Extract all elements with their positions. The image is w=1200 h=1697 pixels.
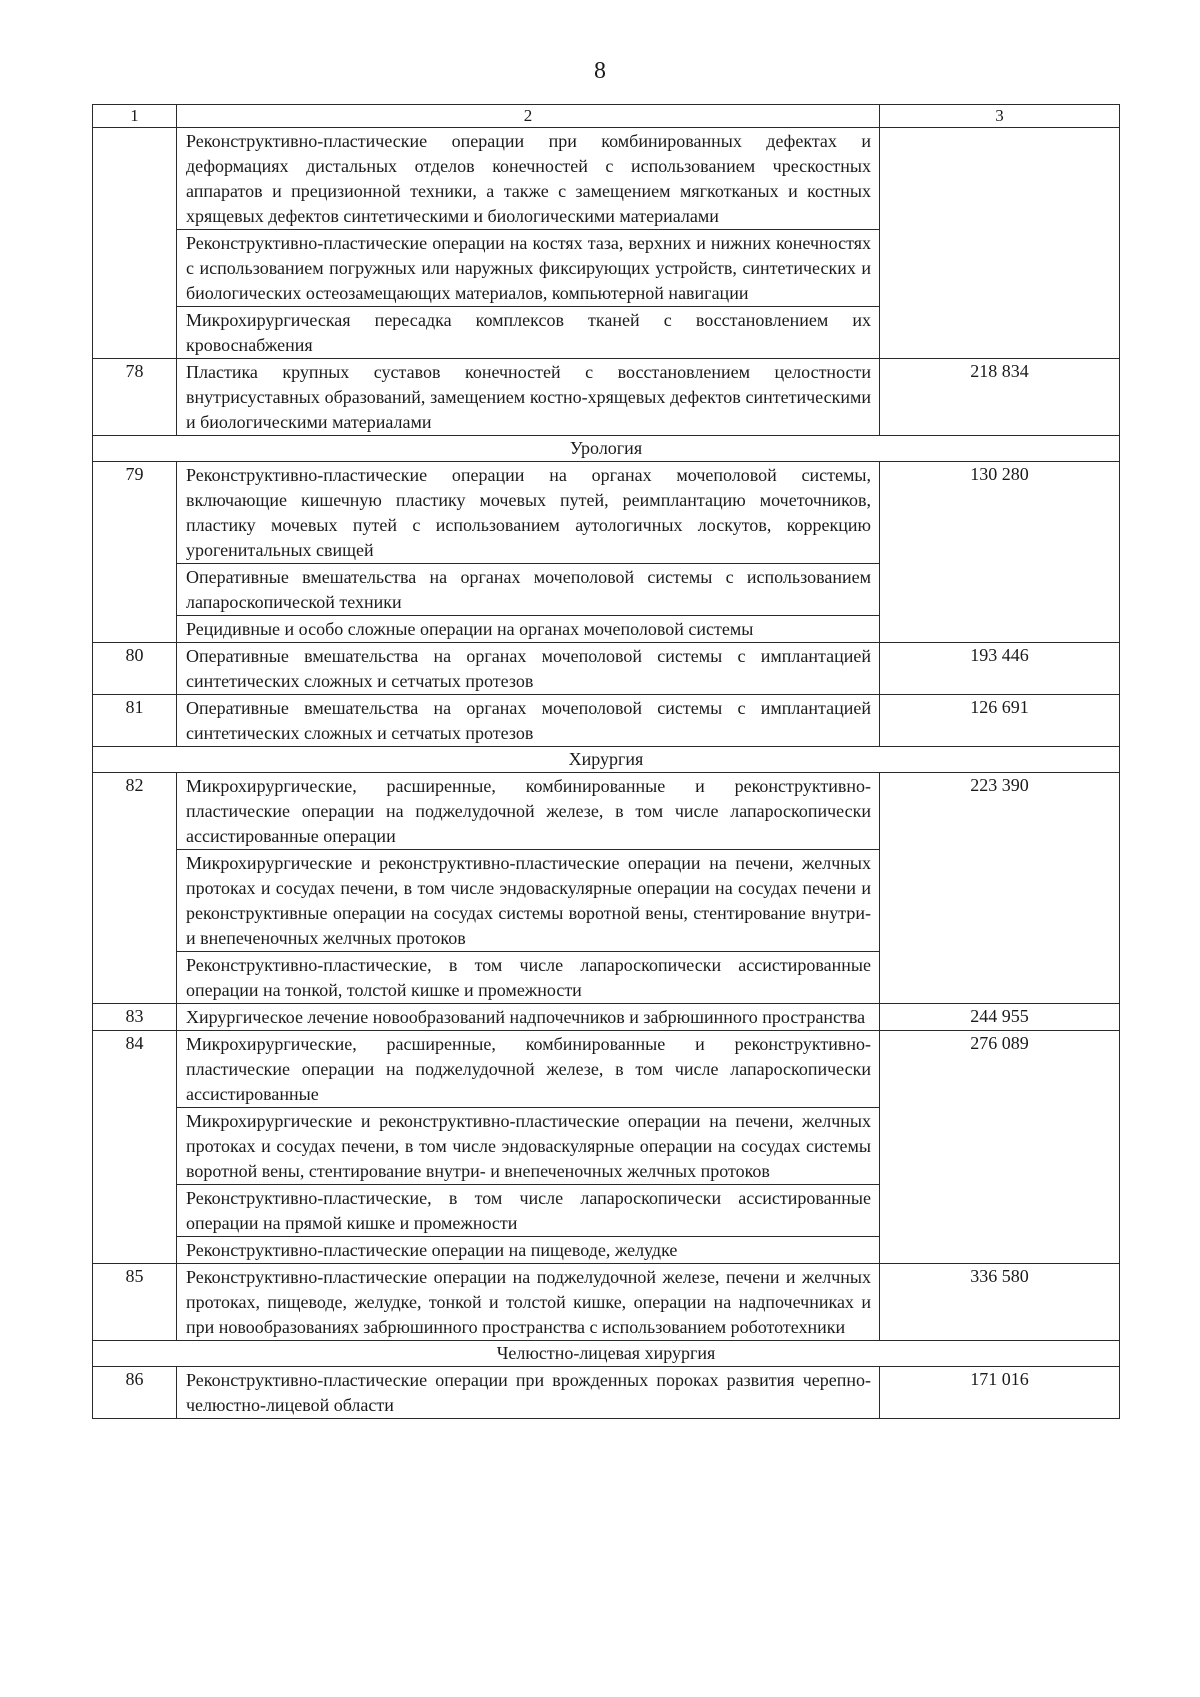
row-number: 86 (93, 1367, 177, 1419)
row-description (177, 1031, 880, 1264)
description-item: Пластика крупных суставов конечностей с восстановлением целостности внутрисуставных образований, замещением костно-хрящевых дефектов синтетическими и биологическими материалами (186, 362, 871, 432)
row-price: 276 089 (880, 1031, 1120, 1264)
description-item: Микрохирургические, расширенные, комбинированные и реконструктивно-пластические операции на поджелудочной железе, в том числе лапароскопически ассистированные (186, 1034, 871, 1104)
section-row (93, 747, 1120, 773)
description-item: Реконструктивно-пластические операции на поджелудочной железе, печени и желчных протоках, пищеводе, желудке, тонкой и толстой кишке, операции на надпочечниках и при новообразованиях забрюшинного пространства с использованием робототехники (186, 1267, 871, 1337)
table-row (93, 773, 1120, 1004)
row-description (177, 128, 880, 359)
description-item: Хирургическое лечение новообразований надпочечников и забрюшинного пространства (186, 1007, 866, 1027)
description-item: Реконструктивно-пластические операции при врожденных пороках развития черепно-челюстно-лицевой области (186, 1370, 871, 1415)
row-number: 84 (93, 1031, 177, 1264)
page-number: 8 (594, 58, 606, 84)
row-description (177, 359, 880, 436)
description-item: Микрохирургическая пересадка комплексов тканей с восстановлением их кровоснабжения (177, 306, 879, 358)
table-header-row (93, 105, 1120, 128)
row-description (177, 1264, 880, 1341)
row-price: 223 390 (880, 773, 1120, 1004)
row-number: 78 (93, 359, 177, 436)
row-price: 336 580 (880, 1264, 1120, 1341)
row-description (177, 643, 880, 695)
section-title: Хирургия (93, 747, 1120, 773)
table-row (93, 1367, 1120, 1419)
header-col-3: 3 (880, 105, 1120, 128)
table-row (93, 462, 1120, 643)
row-number: 80 (93, 643, 177, 695)
description-item: Оперативные вмешательства на органах мочеполовой системы с имплантацией синтетических сложных и сетчатых протезов (186, 646, 871, 691)
table-row (93, 1031, 1120, 1264)
section-title: Челюстно-лицевая хирургия (93, 1341, 1120, 1367)
row-description (177, 773, 880, 1004)
description-item: Микрохирургические и реконструктивно-пластические операции на печени, желчных протоках и сосудах печени, в том числе эндоваскулярные операции на сосудах печени и реконструктивные операции на сосудах системы воротной вены, стентирование внутри- и внепеченочных желчных протоков (177, 849, 879, 951)
section-row (93, 1341, 1120, 1367)
row-number: 79 (93, 462, 177, 643)
row-price: 244 955 (880, 1004, 1120, 1031)
row-number (93, 128, 177, 359)
table-row (93, 695, 1120, 747)
row-price: 171 016 (880, 1367, 1120, 1419)
description-item: Реконструктивно-пластические операции при комбинированных дефектах и деформациях дистальных отделов конечностей с использованием чрескостных аппаратов и прецизионной техники, а также с замещением мягкотканых и костных хрящевых дефектов синтетическими и биологическими материалами (186, 131, 871, 226)
row-number: 82 (93, 773, 177, 1004)
description-item: Реконструктивно-пластические, в том числе лапароскопически ассистированные операции на тонкой, толстой кишке и промежности (177, 951, 879, 1003)
row-description (177, 462, 880, 643)
table-body (93, 105, 1120, 1419)
header-col-2: 2 (177, 105, 880, 128)
row-price (880, 128, 1120, 359)
row-description (177, 1367, 880, 1419)
table-row (93, 1264, 1120, 1341)
description-item: Рецидивные и особо сложные операции на органах мочеполовой системы (177, 615, 879, 642)
row-description (177, 695, 880, 747)
table-row (93, 128, 1120, 359)
table-row (93, 359, 1120, 436)
table-row (93, 643, 1120, 695)
row-number: 83 (93, 1004, 177, 1031)
row-price: 218 834 (880, 359, 1120, 436)
table-row (93, 1004, 1120, 1031)
services-table (92, 104, 1120, 1419)
row-number: 85 (93, 1264, 177, 1341)
description-item: Реконструктивно-пластические, в том числе лапароскопически ассистированные операции на прямой кишке и промежности (177, 1184, 879, 1236)
description-item: Оперативные вмешательства на органах мочеполовой системы с имплантацией синтетических сложных и сетчатых протезов (186, 698, 871, 743)
row-price: 126 691 (880, 695, 1120, 747)
description-item: Микрохирургические, расширенные, комбинированные и реконструктивно-пластические операции на поджелудочной железе, в том числе лапароскопически ассистированные операции (186, 776, 871, 846)
section-row (93, 436, 1120, 462)
row-number: 81 (93, 695, 177, 747)
row-description (177, 1004, 880, 1031)
description-item: Реконструктивно-пластические операции на пищеводе, желудке (177, 1236, 879, 1263)
description-item: Микрохирургические и реконструктивно-пластические операции на печени, желчных протоках и сосудах печени, в том числе эндоваскулярные операции на сосудах системы воротной вены, стентирование внутри- и внепеченочных желчных протоков (177, 1107, 879, 1184)
description-item: Оперативные вмешательства на органах мочеполовой системы с использованием лапароскопической техники (177, 563, 879, 615)
section-title: Урология (93, 436, 1120, 462)
description-item: Реконструктивно-пластические операции на костях таза, верхних и нижних конечностях с использованием погружных или наружных фиксирующих устройств, синтетических и биологических остеозамещающих материалов, компьютерной навигации (177, 229, 879, 306)
header-col-1: 1 (93, 105, 177, 128)
row-price: 130 280 (880, 462, 1120, 643)
row-price: 193 446 (880, 643, 1120, 695)
description-item: Реконструктивно-пластические операции на органах мочеполовой системы, включающие кишечную пластику мочевых путей, реимплантацию мочеточников, пластику мочевых путей с использованием аутологичных лоскутов, коррекцию урогенитальных свищей (186, 465, 871, 560)
